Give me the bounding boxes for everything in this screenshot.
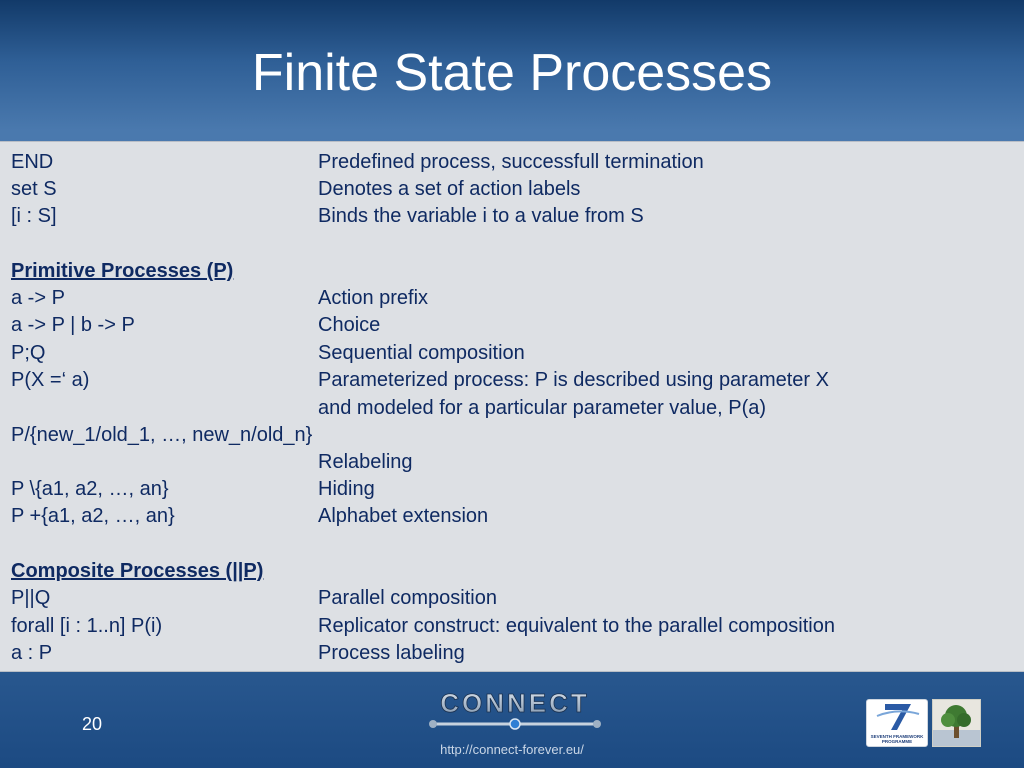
term: a : P (11, 642, 53, 664)
term: P(X =‘ a) (11, 369, 90, 391)
term: P +{a1, a2, …, an} (11, 505, 175, 527)
description: Binds the variable i to a value from S (318, 205, 644, 227)
description: Hiding (318, 478, 375, 500)
description: Replicator construct: equivalent to the parallel composition (318, 615, 835, 637)
description: Sequential composition (318, 342, 525, 364)
term: set S (11, 178, 57, 200)
description: Parameterized process: P is described using parameter X (318, 369, 829, 391)
description: Process labeling (318, 642, 465, 664)
term: [i : S] (11, 205, 57, 227)
page-number: 20 (82, 714, 103, 734)
description: Denotes a set of action labels (318, 178, 581, 200)
tree-icon (933, 700, 980, 746)
term: forall [i : 1..n] P(i) (11, 615, 163, 637)
description-continued: and modeled for a particular parameter value, P(a) (318, 397, 767, 419)
content-panel (0, 141, 1024, 672)
description: Action prefix (318, 287, 429, 309)
term: P||Q (11, 587, 51, 609)
term: P/{new_1/old_1, …, new_n/old_n} (11, 424, 313, 446)
term: P \{a1, a2, …, an} (11, 478, 169, 500)
logo-text: CONNECT (440, 688, 590, 718)
slide-title: Finite State Processes (251, 44, 773, 102)
description: Parallel composition (318, 587, 497, 609)
description: Alphabet extension (318, 505, 489, 527)
term: P;Q (11, 342, 46, 364)
fp7-logo (866, 699, 928, 747)
description: Predefined process, successfull termination (318, 151, 704, 173)
term: a -> P (11, 287, 65, 309)
fp7-emblem-icon (867, 700, 927, 734)
section-heading-primitive: Primitive Processes (P) (11, 260, 234, 282)
connect-logo (425, 688, 605, 736)
site-url: http://connect-forever.eu/ (440, 742, 584, 757)
fp7-caption: SEVENTH FRAMEWORK PROGRAMME (870, 734, 924, 744)
term: a -> P | b -> P (11, 314, 135, 336)
tree-logo (932, 699, 981, 747)
description: Relabeling (318, 451, 413, 473)
section-heading-composite: Composite Processes (||P) (11, 560, 264, 582)
description: Choice (318, 314, 381, 336)
term: END (11, 151, 54, 173)
